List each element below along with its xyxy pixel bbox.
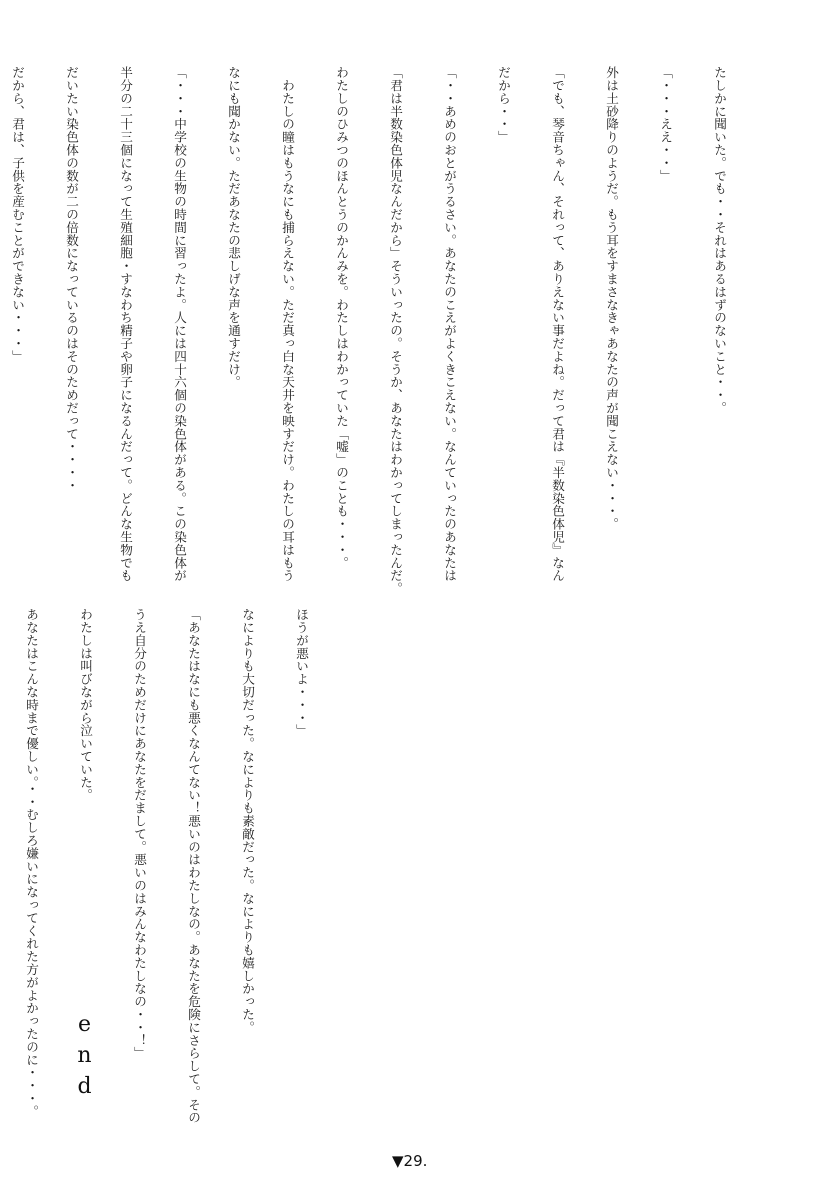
text-line: ほうが悪いよ・・・」 — [294, 608, 309, 737]
text-line: 「・・あめのおとがうるさい。あなたのこえがよくきこえない。なんていったのあなたは — [442, 66, 457, 582]
text-line: 「でも、琴音ちゃん、それって、ありえない事だよね。だって君は『半数染色体児』なん — [550, 66, 565, 582]
text-line: たしかに聞いた。でも・・それはあるはずのないこと・・。 — [712, 66, 727, 415]
page-number: ▼29. — [392, 1152, 428, 1170]
text-line: なにも聞かない。ただあなたの悲しげな声を通すだけ。 — [226, 66, 241, 389]
lower-text-block — [0, 608, 346, 1124]
text-line: 「・・・ええ・・」 — [658, 66, 673, 183]
text-line: 外は土砂降りのようだ。もう耳をすまさなきゃあなたの声が聞こえない・・・。 — [604, 66, 619, 531]
text-line: 「君は半数染色体児なんだから」そういったの。そうか、あなたはわかってしまったんだ。 — [388, 66, 403, 595]
upper-text-block — [0, 66, 764, 595]
text-line: だから・・」 — [496, 66, 511, 144]
text-line: わたしの瞳はもうなにも捕らえない。ただ真っ白な天井を映すだけ。わたしの耳はもう — [280, 66, 295, 582]
text-line: 「・・・中学校の生物の時間に習ったよ。人には四十六個の染色体がある。この染色体が — [172, 66, 187, 582]
text-line: だいたい染色体の数が二の倍数になっているのはそのためだって・・・・ — [64, 66, 79, 492]
text-line: 「あなたはなにも悪くなんてない！悪いのはわたしなの。あなたを危険にさらして。その — [186, 608, 201, 1124]
text-line: 半分の二十三個になって生殖細胞・すなわち精子や卵子になるんだって。どんな生物でも — [118, 66, 133, 582]
text-line: なによりも大切だった。なによりも素敵だった。なによりも嬉しかった。 — [240, 608, 255, 1034]
text-line: だから、君は、子供を産むことができない・・・」 — [10, 66, 25, 363]
text-line: わたしのひみつのほんとうのかんみを。わたしはわかっていた「嘘」のことも・・・。 — [334, 66, 349, 570]
text-line: うえ自分のためだけにあなたをだまして。悪いのはみんなわたしなの・・！」 — [132, 608, 147, 1060]
text-line: あなたはこんな時まで優しい。・・むしろ嫌いになってくれた方がよかったのに・・・。 — [24, 608, 39, 1118]
text-line: わたしは叫びながら泣いていた。 — [78, 608, 93, 802]
end-mark: end — [72, 1012, 97, 1105]
